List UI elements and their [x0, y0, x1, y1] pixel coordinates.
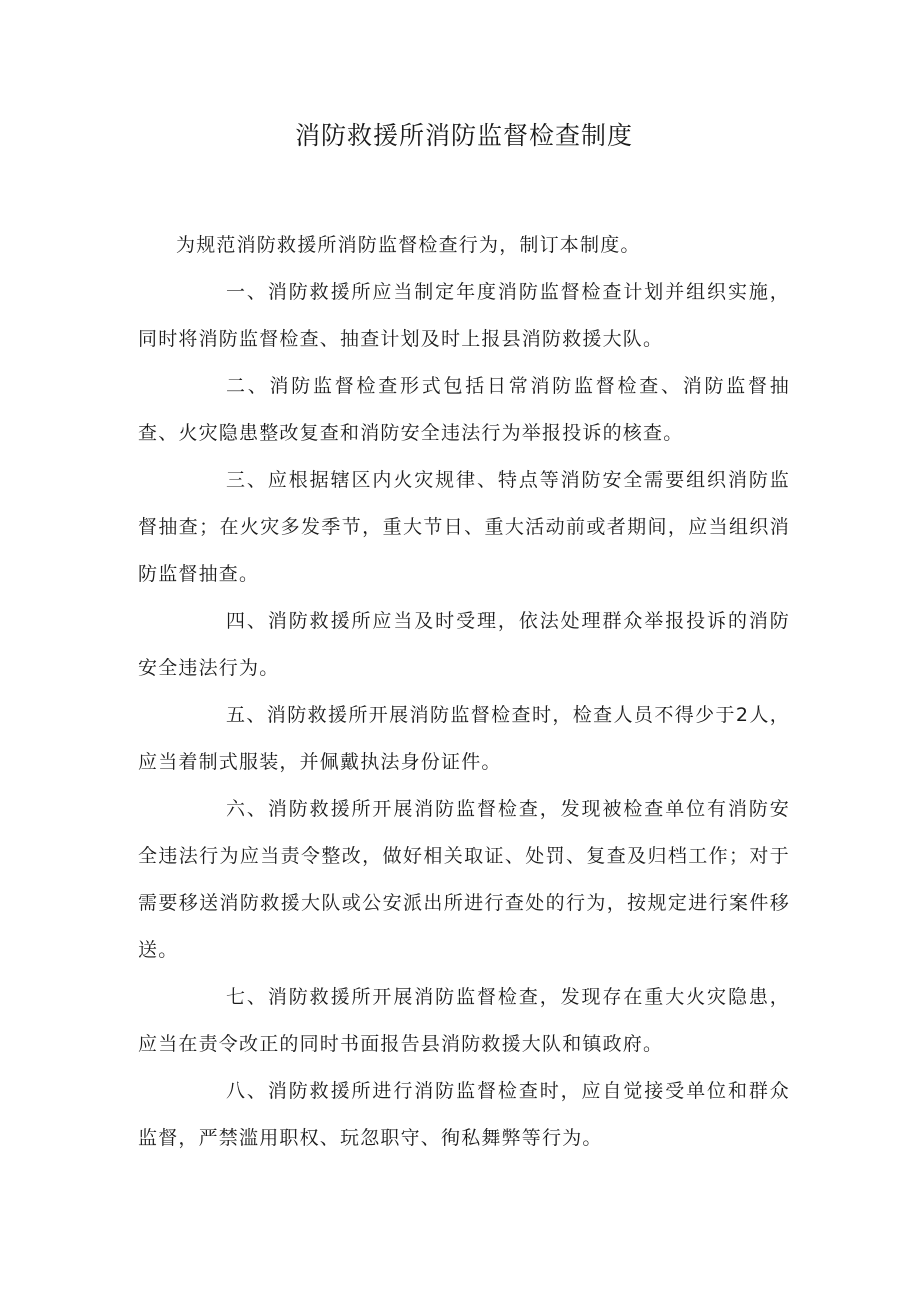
clause-paragraph-2: 二、消防监督检查形式包括日常消防监督检查、消防监督抽查、火灾隐患整改复查和消防安全违法行为举报投诉的核查。 [138, 375, 790, 444]
clause-paragraph-3: 三、应根据辖区内火灾规律、特点等消防安全需要组织消防监督抽查；在火灾多发季节，重大节日、重大活动前或者期间，应当组织消防监督抽查。 [138, 469, 790, 585]
clause-paragraph-8: 八、消防救援所进行消防监督检查时，应自觉接受单位和群众监督，严禁滥用职权、玩忽职守、徇私舞弊等行为。 [138, 1080, 790, 1149]
clause-paragraph-6: 六、消防救援所开展消防监督检查，发现被检查单位有消防安全违法行为应当责令整改，做好相关取证、处罚、复查及归档工作；对于需要移送消防救援大队或公安派出所进行查处的行为，按规定进行案件移送。 [138, 798, 790, 961]
clause-paragraph-5: 五、消防救援所开展消防监督检查时，检查人员不得少于2人，应当着制式服装，并佩戴执法身份证件。 [138, 704, 790, 773]
document-body [138, 222, 790, 1162]
clause-paragraph-1: 一、消防救援所应当制定年度消防监督检查计划并组织实施，同时将消防监督检查、抽查计划及时上报县消防救援大队。 [138, 281, 790, 350]
clause-paragraph-4: 四、消防救援所应当及时受理，依法处理群众举报投诉的消防安全违法行为。 [138, 610, 790, 679]
document-title: 消防救援所消防监督检查制度 [294, 121, 633, 150]
clause-paragraph-7: 七、消防救援所开展消防监督检查，发现存在重大火灾隐患，应当在责令改正的同时书面报告县消防救援大队和镇政府。 [138, 986, 790, 1055]
intro-paragraph: 为规范消防救援所消防监督检查行为，制订本制度。 [176, 234, 641, 256]
